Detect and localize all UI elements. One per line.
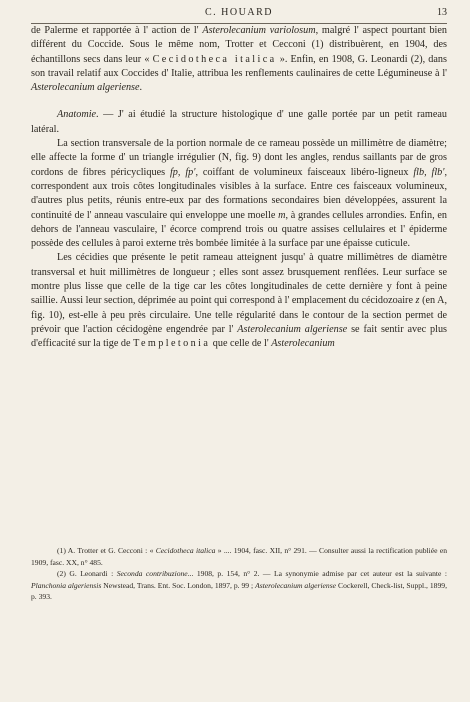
page-number: 13: [437, 7, 447, 18]
text-run: . — J' ai étudié la structure histologique d' une galle portée par un petit rameau latéral.: [31, 109, 447, 135]
italic-text: Asterolecanium algeriense: [237, 323, 348, 335]
footnotes: [31, 545, 447, 603]
footnote: [31, 568, 447, 603]
text-run: Les cécidies que présente le petit rameau atteignent jusqu' à quatre millimètres de diamètre transversal et huit millimètres de longueur ; elles sont assez brusquement renflées. Leur surface se montre plus lisse que celle de la tige car les côtes longitudinales de cette dernière y font à peine saillie. Aussi leur section, déprimée au point qui correspond à l' emplacement du cécidozoaire: [31, 252, 447, 307]
text-run: , malgré l' aspect pourtant bien différent du Coccide. Sous le même nom, Trotter et Cecconi (1) distribuèrent, en 1904, des échantillons secs dans leur «: [31, 25, 448, 65]
text-run: de Palerme et rapportée à l' action de l': [31, 25, 203, 36]
text-run: (1) A. Trotter et G. Cecconi : «: [57, 546, 156, 555]
text-run: » .... 1904, fasc. XII, n° 291. — Consulter aussi la rectification publiée en 1909, fasc. XX, n° 485.: [31, 546, 448, 567]
italic-text: Asterolecanium algeriense: [255, 580, 337, 590]
text-run: , correspondent aux trois côtes longitudinales visibles à la surface. Entre ces faisceaux volumineux, d'autres plus petits, réunis entre-eux par des formations secondaires bien développées, assurent la continuité de l' anneau vasculaire qui enveloppe une moelle: [31, 166, 448, 221]
running-header: [31, 4, 447, 22]
italic-text: Planchonia algeriensis: [31, 580, 102, 590]
italic-text: fp, fp': [169, 166, 196, 178]
paragraph: [31, 108, 447, 137]
text-run: ... 1908, p. 154, n° 2. — La synonymie admise par cet auteur est la suivante :: [187, 569, 448, 579]
italic-text: flb, flb': [413, 166, 445, 178]
text-run: que celle de l': [210, 338, 272, 350]
paragraph: [31, 251, 447, 351]
text-run: se fait sentir avec plus d'efficacité sur la tige de: [31, 323, 448, 350]
spaced-text: Cecidotheca italica: [152, 53, 277, 65]
italic-text: Asterolecanium: [271, 338, 335, 350]
italic-text: m: [278, 209, 286, 221]
text-run: (2) G. Leonardi :: [57, 569, 117, 579]
italic-text: Anatomie: [57, 109, 97, 121]
italic-text: z: [415, 295, 420, 307]
italic-text: Cecidotheca italica: [155, 546, 216, 555]
footnote: [31, 545, 447, 568]
italic-text: Asterolecanium algeriense: [31, 82, 140, 94]
paragraph: [31, 137, 447, 251]
text-run: La section transversale de la portion normale de ce rameau possède un millimètre de diamètre; elle affecte la forme d' un triangle irrégulier (N, fig. 9) dont les angles, rendus saillants par de gros cordons de fibres péricycliques: [31, 138, 447, 178]
text-run: , coiffant de volumineux faisceaux libéro-ligneux: [195, 166, 414, 178]
text-run: , à grandes cellules arrondies. Enfin, en dehors de l'anneau vasculaire, l' écorce comprend trois ou quatre assises cellulaires et l' épiderme possède des cellules à paroi externe très bombée limitée à la surface par une épaisse cuticule.: [31, 209, 447, 250]
text-run: Newstead, Trans. Ent. Soc. London, 1897, p. 99 ;: [101, 580, 256, 590]
spaced-text: Templetonia: [133, 338, 211, 350]
italic-text: Asterolecanium variolosum: [202, 25, 316, 36]
paragraph: [31, 24, 447, 95]
text-run: ». Enfin, en 1908, G. Leonardi (2), dans son travail relatif aux Coccides d' Italie, attribua les renflements caulinaires de cette Légumineuse à l': [31, 53, 447, 79]
text-run: (en A, fig. 10), est-elle à peu près circulaire. Une telle régularité dans le contour de la section permet de prévoir que l'action cécidogène engendrée par l': [31, 295, 447, 335]
text-run: Cockerell, Check-list, Suppl., 1899, p. 393.: [31, 580, 447, 602]
body-text: [31, 24, 447, 352]
italic-text: Seconda contribuzione: [116, 569, 188, 579]
running-title: C. HOUARD: [205, 7, 273, 18]
text-run: .: [139, 82, 143, 94]
